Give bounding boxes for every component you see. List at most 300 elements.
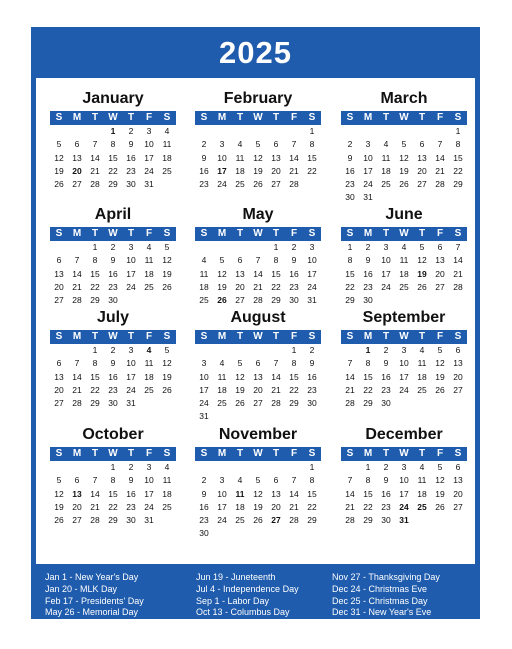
day-cell: 21 (289, 165, 299, 176)
day-cell: 15 (363, 371, 373, 382)
day-cell (285, 461, 303, 474)
day-cell (158, 514, 176, 527)
day-cell (285, 410, 303, 423)
day-cell: 2 (291, 242, 297, 252)
weekday-label: F (290, 112, 298, 123)
weekday-label: W (253, 228, 263, 239)
day-cell (86, 125, 104, 138)
day-cell: 14 (90, 152, 100, 163)
weekday-header (341, 111, 467, 125)
day-cell: 26 (54, 515, 64, 526)
day-cell: 9 (309, 358, 315, 369)
day-cell: 26 (54, 179, 64, 190)
day-cell: 29 (345, 295, 355, 306)
day-cell: 7 (92, 139, 98, 150)
day-cell: 21 (345, 384, 355, 395)
day-cell: 6 (74, 475, 80, 486)
day-cell: 2 (347, 139, 353, 150)
day-cell: 10 (126, 255, 136, 266)
day-cell: 9 (110, 255, 116, 266)
day-cell: 27 (435, 281, 445, 292)
day-cell: 6 (56, 255, 62, 266)
week-row (341, 461, 467, 474)
day-cell: 19 (162, 268, 172, 279)
day-cell: 20 (54, 384, 64, 395)
day-cell (431, 125, 449, 138)
day-cell (449, 514, 467, 527)
week-row (341, 125, 467, 138)
day-cell: 3 (146, 126, 152, 136)
day-cell: 31 (307, 295, 317, 306)
weekday-label: S (55, 448, 63, 459)
week-row (195, 344, 321, 357)
day-cell: 26 (162, 384, 172, 395)
weekday-label: W (108, 448, 118, 459)
day-cell: 28 (253, 295, 263, 306)
day-cell: 7 (255, 255, 261, 266)
day-cell: 4 (219, 358, 225, 369)
day-cell: 19 (435, 371, 445, 382)
week-row (50, 384, 176, 397)
day-cell: 24 (363, 179, 373, 190)
day-cell: 1 (273, 242, 279, 252)
day-cell: 16 (345, 165, 355, 176)
month-name: December (365, 426, 443, 443)
day-cell: 21 (72, 281, 82, 292)
day-cell: 3 (309, 242, 315, 252)
day-cell (303, 527, 321, 540)
weekday-label: S (346, 331, 354, 342)
day-cell: 14 (289, 152, 299, 163)
day-cell: 4 (383, 139, 389, 150)
week-row (50, 461, 176, 474)
day-cell: 23 (126, 165, 136, 176)
day-cell: 7 (437, 139, 443, 150)
month-name: September (362, 309, 446, 326)
day-cell: 3 (219, 139, 225, 150)
weekday-label: S (346, 112, 354, 123)
day-cell: 5 (437, 345, 443, 355)
weekday-label: S (163, 331, 171, 342)
day-cell: 25 (199, 295, 209, 306)
weekday-label: F (290, 331, 298, 342)
day-cell: 19 (399, 165, 409, 176)
day-cell: 29 (289, 398, 299, 409)
day-cell: 25 (144, 384, 154, 395)
day-cell (249, 527, 267, 540)
month-may (195, 203, 321, 307)
week-row (341, 138, 467, 151)
day-cell (303, 178, 321, 191)
day-cell: 26 (162, 281, 172, 292)
day-cell: 3 (146, 462, 152, 472)
day-cell: 1 (347, 242, 353, 252)
day-cell: 31 (199, 411, 209, 422)
day-cell: 3 (401, 462, 407, 472)
day-cell: 19 (235, 384, 245, 395)
day-cell (68, 461, 86, 474)
day-cell (341, 344, 359, 357)
day-cell: 27 (253, 398, 263, 409)
day-cell: 8 (365, 358, 371, 369)
day-cell (249, 125, 267, 138)
day-cell: 12 (435, 358, 445, 369)
day-cell: 18 (217, 384, 227, 395)
day-cell: 28 (345, 398, 355, 409)
day-cell: 16 (289, 268, 299, 279)
day-cell: 18 (417, 488, 427, 499)
day-cell: 15 (90, 371, 100, 382)
day-cell (195, 461, 213, 474)
week-row (50, 397, 176, 410)
day-cell: 16 (363, 268, 373, 279)
day-cell: 16 (307, 371, 317, 382)
day-cell (341, 461, 359, 474)
day-cell: 22 (363, 384, 373, 395)
week-row (195, 165, 321, 178)
day-cell: 28 (345, 515, 355, 526)
day-cell: 14 (253, 268, 263, 279)
day-cell: 1 (92, 345, 98, 355)
day-cell: 7 (347, 475, 353, 486)
day-cell (68, 344, 86, 357)
day-cell: 15 (453, 152, 463, 163)
day-cell: 6 (419, 139, 425, 150)
day-cell: 21 (289, 501, 299, 512)
day-cell (231, 241, 249, 254)
day-cell: 18 (417, 371, 427, 382)
day-cell: 18 (162, 488, 172, 499)
weekday-header (341, 447, 467, 461)
day-cell: 15 (90, 268, 100, 279)
day-cell: 13 (271, 152, 281, 163)
day-cell: 17 (199, 384, 209, 395)
day-cell: 31 (126, 398, 136, 409)
day-cell: 17 (399, 488, 409, 499)
day-cell: 5 (255, 475, 261, 486)
week-row (195, 384, 321, 397)
day-cell: 26 (417, 281, 427, 292)
weekday-label: S (346, 448, 354, 459)
month-october (50, 423, 176, 527)
week-row (341, 241, 467, 254)
day-cell (303, 410, 321, 423)
week-row (341, 178, 467, 191)
day-cell: 10 (199, 371, 209, 382)
holiday-item: Dec 24 - Christmas Eve (332, 583, 428, 594)
day-cell: 2 (128, 126, 134, 136)
day-cell (341, 125, 359, 138)
week-row (195, 152, 321, 165)
day-cell: 5 (419, 242, 425, 252)
day-cell: 16 (108, 268, 118, 279)
day-cell: 18 (162, 152, 172, 163)
day-cell (231, 125, 249, 138)
day-cell: 14 (453, 255, 463, 266)
day-cell: 27 (453, 501, 463, 512)
day-cell: 21 (90, 165, 100, 176)
week-row (341, 357, 467, 370)
weekday-label: W (399, 448, 409, 459)
day-cell (158, 397, 176, 410)
day-cell: 3 (128, 345, 134, 355)
day-cell (267, 527, 285, 540)
weekday-label: F (145, 448, 153, 459)
week-row (195, 254, 321, 267)
weekday-label: T (272, 112, 280, 123)
holiday-date: 27 (271, 515, 281, 526)
day-cell: 17 (363, 165, 373, 176)
day-cell: 28 (72, 398, 82, 409)
day-cell: 15 (307, 152, 317, 163)
weekday-header (50, 330, 176, 344)
weekday-label: M (72, 331, 82, 342)
month-november (195, 423, 321, 541)
day-cell: 27 (271, 179, 281, 190)
day-cell: 28 (453, 281, 463, 292)
day-cell: 11 (381, 152, 391, 163)
weekday-header (341, 330, 467, 344)
weekday-label: M (363, 112, 373, 123)
day-cell: 17 (126, 268, 136, 279)
month-july (50, 306, 176, 410)
day-cell: 29 (307, 515, 317, 526)
day-cell: 12 (54, 152, 64, 163)
week-row (195, 397, 321, 410)
day-cell: 12 (162, 358, 172, 369)
month-april (50, 203, 176, 307)
day-cell: 20 (435, 268, 445, 279)
day-cell: 7 (92, 475, 98, 486)
weekday-label: T (127, 331, 135, 342)
day-cell: 22 (307, 501, 317, 512)
day-cell: 11 (235, 152, 245, 163)
holiday-item: Jan 20 - MLK Day (45, 583, 118, 594)
day-cell: 25 (381, 179, 391, 190)
day-cell: 6 (455, 462, 461, 472)
day-cell: 29 (363, 398, 373, 409)
weekday-header (50, 227, 176, 241)
day-cell: 16 (199, 501, 209, 512)
day-cell: 25 (144, 281, 154, 292)
weekday-label: T (418, 448, 426, 459)
holiday-date: 17 (217, 165, 227, 176)
day-cell: 26 (253, 515, 263, 526)
day-cell: 10 (307, 255, 317, 266)
day-cell (68, 125, 86, 138)
week-row (195, 488, 321, 501)
day-cell: 25 (235, 179, 245, 190)
weekday-label: S (55, 228, 63, 239)
day-cell: 14 (345, 371, 355, 382)
day-cell: 11 (162, 475, 172, 486)
day-cell: 22 (453, 165, 463, 176)
day-cell (86, 461, 104, 474)
month-name: August (230, 309, 286, 326)
weekday-label: T (236, 448, 244, 459)
weekday-label: T (272, 331, 280, 342)
day-cell: 22 (108, 165, 118, 176)
day-cell: 21 (435, 165, 445, 176)
day-cell: 24 (217, 515, 227, 526)
day-cell: 10 (399, 475, 409, 486)
day-cell: 16 (199, 165, 209, 176)
weekday-label: T (272, 448, 280, 459)
day-cell: 13 (235, 268, 245, 279)
day-cell (195, 344, 213, 357)
day-cell: 7 (74, 255, 80, 266)
day-cell: 21 (253, 281, 263, 292)
day-cell: 20 (72, 501, 82, 512)
day-cell: 22 (345, 281, 355, 292)
day-cell: 4 (237, 475, 243, 486)
day-cell: 29 (108, 179, 118, 190)
month-september (341, 306, 467, 410)
day-cell: 11 (162, 139, 172, 150)
day-cell: 21 (271, 384, 281, 395)
weekday-label: T (382, 331, 390, 342)
weekday-label: T (236, 228, 244, 239)
day-cell: 6 (437, 242, 443, 252)
week-row (195, 241, 321, 254)
day-cell: 5 (56, 475, 62, 486)
holiday-item: Dec 25 - Christmas Day (332, 595, 428, 606)
month-name: October (82, 426, 144, 443)
day-cell: 6 (74, 139, 80, 150)
week-row (341, 254, 467, 267)
day-cell: 30 (126, 515, 136, 526)
weekday-label: S (346, 228, 354, 239)
day-cell: 6 (273, 475, 279, 486)
day-cell: 23 (126, 501, 136, 512)
weekday-label: T (127, 228, 135, 239)
month-name: June (385, 206, 423, 223)
day-cell: 4 (201, 255, 207, 266)
day-cell: 31 (144, 179, 154, 190)
week-row (195, 501, 321, 514)
day-cell: 31 (363, 192, 373, 203)
day-cell: 18 (144, 371, 154, 382)
weekday-label: S (163, 448, 171, 459)
holiday-column (332, 572, 440, 619)
day-cell: 12 (54, 488, 64, 499)
day-cell: 5 (164, 345, 170, 355)
weekday-label: W (253, 112, 263, 123)
holiday-date: 19 (417, 268, 427, 279)
day-cell: 21 (345, 501, 355, 512)
day-cell: 14 (289, 488, 299, 499)
weekday-label: W (399, 112, 409, 123)
holiday-item: Nov 11 - Veterans Day (196, 619, 286, 630)
day-cell: 2 (309, 345, 315, 355)
week-row (50, 357, 176, 370)
day-cell: 10 (217, 152, 227, 163)
day-cell (267, 461, 285, 474)
day-cell: 16 (126, 152, 136, 163)
day-cell: 15 (271, 268, 281, 279)
holiday-item: Jan 1 - New Year's Day (45, 572, 139, 582)
week-row (50, 371, 176, 384)
week-row (50, 514, 176, 527)
week-row (195, 514, 321, 527)
holiday-date: 24 (399, 501, 409, 512)
holiday-date: 4 (146, 345, 152, 355)
day-cell (395, 125, 413, 138)
day-cell: 20 (417, 165, 427, 176)
week-row (50, 488, 176, 501)
day-cell: 10 (217, 488, 227, 499)
day-cell: 3 (365, 139, 371, 150)
day-cell: 27 (72, 515, 82, 526)
day-cell: 28 (90, 515, 100, 526)
week-row (195, 527, 321, 540)
day-cell: 13 (453, 358, 463, 369)
day-cell: 17 (217, 501, 227, 512)
day-cell: 29 (108, 515, 118, 526)
weekday-label: M (363, 448, 373, 459)
weekday-header (50, 111, 176, 125)
day-cell: 5 (56, 139, 62, 150)
day-cell: 14 (72, 371, 82, 382)
weekday-label: S (308, 331, 316, 342)
day-cell: 22 (363, 501, 373, 512)
day-cell: 26 (235, 398, 245, 409)
day-cell: 23 (289, 281, 299, 292)
month-name: March (380, 90, 428, 107)
day-cell: 23 (345, 179, 355, 190)
day-cell: 22 (108, 501, 118, 512)
day-cell: 15 (345, 268, 355, 279)
day-cell: 5 (437, 462, 443, 472)
day-cell: 10 (144, 139, 154, 150)
day-cell: 6 (273, 139, 279, 150)
day-cell: 9 (347, 152, 353, 163)
day-cell (231, 344, 249, 357)
day-cell: 24 (307, 281, 317, 292)
week-row (195, 357, 321, 370)
week-row (341, 474, 467, 487)
holiday-date: 1 (110, 126, 116, 136)
day-cell (231, 461, 249, 474)
day-cell: 7 (455, 242, 461, 252)
week-row (341, 514, 467, 527)
day-cell: 30 (363, 295, 373, 306)
holiday-item: Dec 31 - New Year's Eve (332, 607, 432, 618)
day-cell: 11 (217, 371, 227, 382)
weekday-label: F (436, 228, 444, 239)
weekday-label: T (382, 112, 390, 123)
weekday-label: S (308, 228, 316, 239)
day-cell: 8 (110, 475, 116, 486)
day-cell: 9 (365, 255, 371, 266)
weekday-label: M (217, 112, 227, 123)
day-cell: 4 (146, 242, 152, 252)
day-cell: 24 (399, 384, 409, 395)
day-cell: 6 (455, 345, 461, 355)
week-row (341, 397, 467, 410)
day-cell: 13 (271, 488, 281, 499)
day-cell: 14 (271, 371, 281, 382)
weekday-label: W (253, 448, 263, 459)
weekday-label: S (454, 448, 462, 459)
day-cell: 12 (253, 152, 263, 163)
day-cell: 8 (273, 255, 279, 266)
day-cell: 23 (108, 384, 118, 395)
holiday-column (196, 572, 299, 631)
day-cell: 15 (363, 488, 373, 499)
day-cell: 2 (383, 345, 389, 355)
day-cell: 25 (235, 515, 245, 526)
